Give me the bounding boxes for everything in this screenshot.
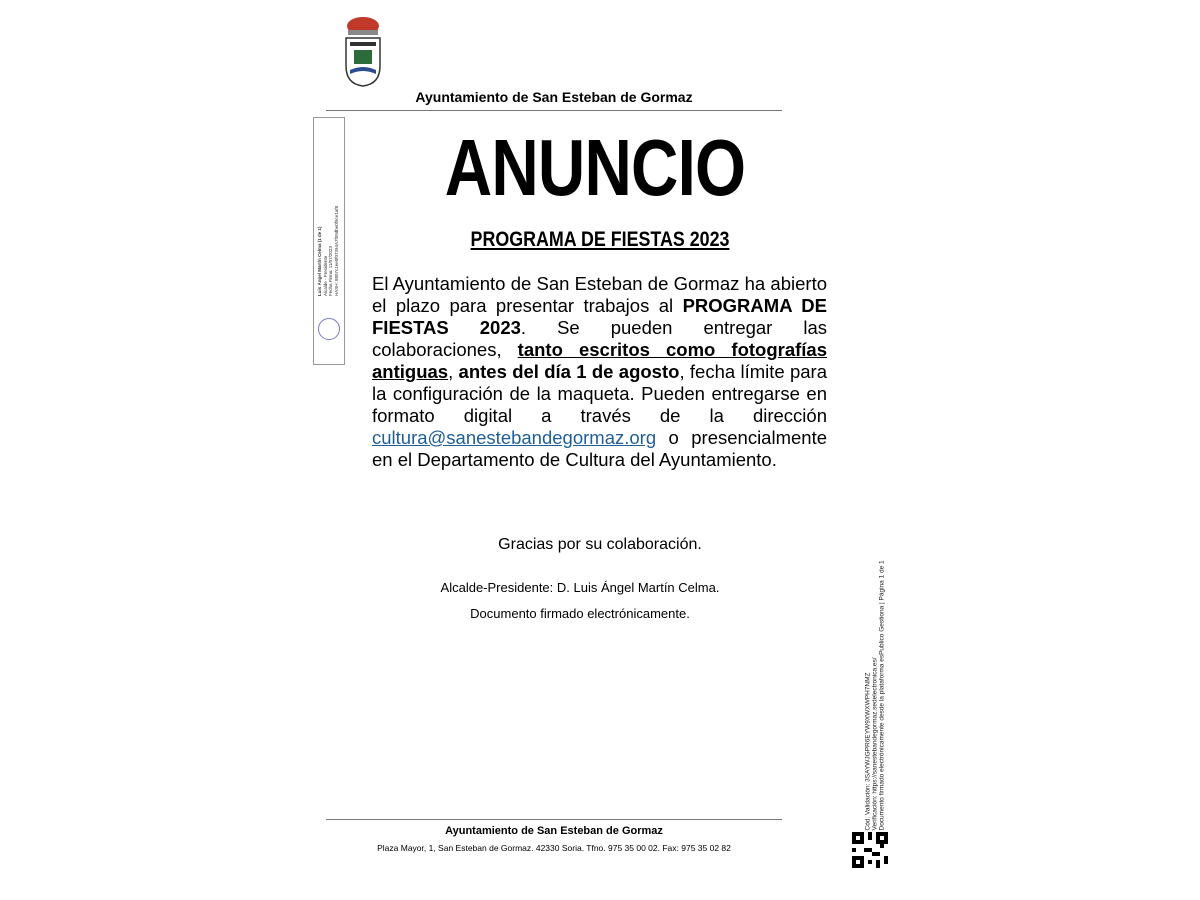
body-text: o presencialmente en el Departamento de Cultura del Ayuntamiento. [372,427,827,470]
footer-organization: Ayuntamiento de San Esteban de Gormaz [445,825,663,837]
verification-info [865,551,886,831]
signature-info [317,206,339,296]
verification-note: Documento firmado electrónicamente desde la plataforma esPublico Gestiona | Página 1 de 1 [878,560,886,831]
thanks-text: Gracias por su colaboración. [498,536,702,553]
qr-code-icon [852,832,888,868]
email-link[interactable]: cultura@sanestebandegormaz.org [372,427,657,448]
body-text: , [448,361,459,382]
header-organization: Ayuntamiento de San Esteban de Gormaz [415,89,693,105]
body-underlined: tanto escritos como fotografías antiguas [372,339,827,382]
validation-code: Cód. Validación: 3SAYWJGPR6EYW9XWXWPH7NMZ [864,672,872,831]
footer-divider [326,819,782,820]
body-deadline: antes del día 1 de agosto [458,361,680,382]
signature-date: Fecha Firma: 11/07/2023 [328,246,333,296]
signer-text: Alcalde-Presidente: D. Luis Ángel Martín Celma. [440,580,720,595]
signed-note: Documento firmado electrónicamente. [470,606,690,621]
header-divider [326,110,782,111]
body-text: El Ayuntamiento de San Esteban de Gormaz ha abierto el plazo para presentar trabajos al [372,273,827,316]
verification-url: Verificación: https://sanestebandegormaz.sedelectronica.es/ [871,657,879,831]
signature-hash: HASH: 8807c1ee0f07394A7f09dbe0f9ce1af8 [333,205,339,296]
signature-role: Alcalde - Presidente [322,255,328,296]
page-title: ANUNCIO [444,123,746,212]
signature-name: Luis Ángel Martín Celma (1 de 1) [317,226,322,296]
footer-address: Plaza Mayor, 1, San Esteban de Gormaz. 42330 Soria. Tfno. 975 35 00 02. Fax: 975 35 02 82 [377,843,731,853]
subtitle: PROGRAMA DE FIESTAS 2023 [470,228,730,251]
body-bold: PROGRAMA DE FIESTAS 2023 [372,295,827,338]
announcement-body [372,273,827,471]
municipal-crest-logo [342,14,384,88]
body-text: . Se pueden entregar las colaboraciones, [372,317,827,360]
signature-seal-icon [318,318,340,340]
body-text: , fecha límite para la configuración de la maqueta. Pueden entregarse en formato digital a través de la dirección [372,361,828,426]
